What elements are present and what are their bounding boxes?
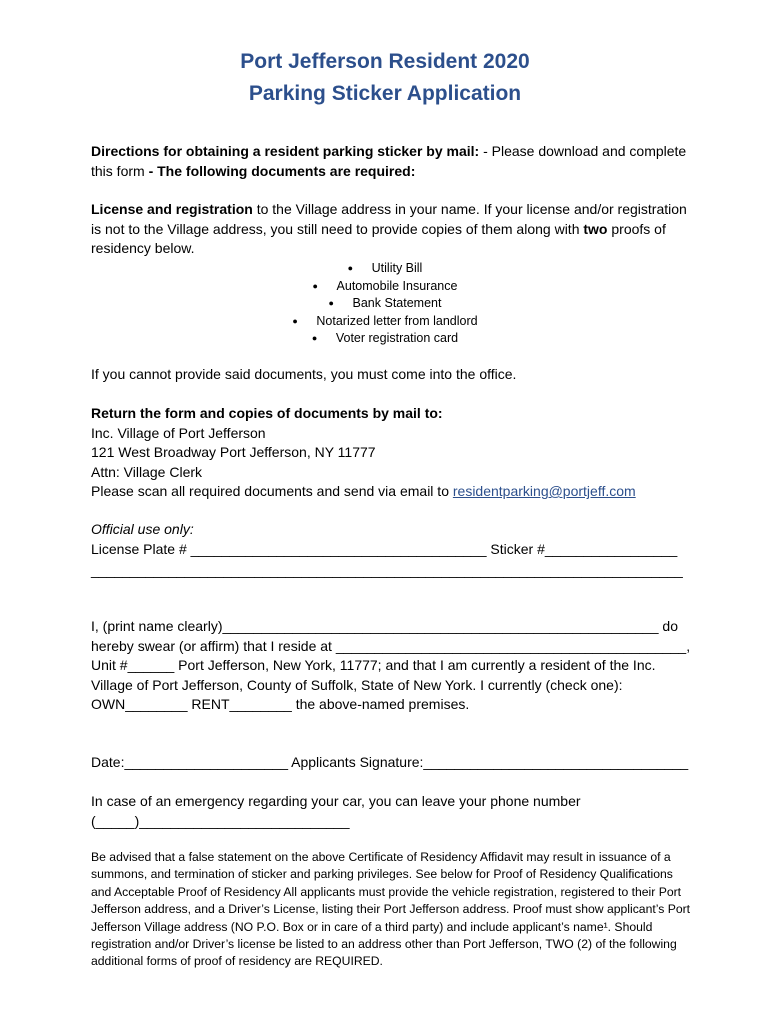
- return-line-2: 121 West Broadway Port Jefferson, NY 11777: [91, 444, 376, 460]
- official-use-block: [91, 520, 691, 581]
- list-item: ● Automobile Insurance: [0, 278, 770, 296]
- signature-field[interactable]: __________________________________: [423, 754, 689, 770]
- list-item: ● Notarized letter from landlord: [0, 313, 770, 331]
- list-item: ● Bank Statement: [0, 295, 770, 313]
- return-line-1: Inc. Village of Port Jefferson: [91, 424, 266, 441]
- directions-heading: Directions for obtaining a resident parking sticker by mail:: [91, 143, 480, 159]
- directions-text: - Please download and complete this form: [91, 143, 687, 179]
- affidavit-line-1: I, (print name clearly)________________________________________________________ do: [91, 618, 678, 634]
- signature-line: Date:_____________________ Applicants Signature:__________________________________: [91, 754, 689, 770]
- proof-list: [0, 260, 770, 348]
- license-paragraph: [91, 200, 691, 259]
- affidavit-line-2: hereby swear (or affirm) that I reside at _____________________________________________,: [91, 637, 691, 654]
- rent-field[interactable]: ________: [229, 696, 292, 712]
- directions-paragraph: [91, 142, 691, 181]
- license-plate-field[interactable]: ______________________________________: [190, 540, 487, 557]
- emergency-block: [91, 792, 691, 831]
- directions-required: - The following documents are required:: [148, 162, 416, 179]
- affidavit-line-5: OWN________ RENT________ the above-named premises.: [91, 696, 470, 712]
- title-line-1: Port Jefferson Resident 2020: [240, 50, 530, 73]
- bullet-icon: ●: [311, 333, 318, 343]
- print-name-field[interactable]: ________________________________________________________: [222, 618, 659, 634]
- affidavit-block: [91, 617, 691, 715]
- unit-field[interactable]: ______: [127, 657, 175, 673]
- title-line-2: Parking Sticker Application: [248, 82, 522, 105]
- bullet-icon: ●: [328, 298, 334, 308]
- address-field[interactable]: _____________________________________________: [335, 637, 687, 654]
- license-text-end: proofs of residency below.: [91, 220, 666, 256]
- own-field[interactable]: ________: [125, 696, 188, 712]
- sticker-number-field[interactable]: _________________: [544, 540, 678, 557]
- license-two: two: [583, 220, 608, 237]
- license-heading: License and registration: [91, 201, 253, 217]
- bullet-icon: ●: [312, 280, 318, 291]
- disclaimer-paragraph: Be advised that a false statement on the above Certificate of Residency Affidavit may result in issuance of a summons, and termination of sticker and parking privileges. See below for Proof of Residency Qualifications and Acceptable Proof of Residency All applicants must provide the vehicle registration, registered to their Port Jefferson address, and a Driver’s License, listing their Port Jefferson address. Proof must show applicant’s Port Jefferson Village address (NO P.O. Box or in care of a third party) and include applicant’s name¹. Should registration and/or Driver’s license be listed to an address other than Port Jefferson, TWO (2) of the following additional forms of proof of residency are REQUIRED.: [91, 850, 691, 969]
- email-link[interactable]: residentparking@portjeff.com: [452, 483, 636, 499]
- bullet-icon: ●: [347, 263, 354, 273]
- license-text: to the Village address in your name. If your license and/or registration is not to the Village address, you still need to provide copies of them along with: [91, 201, 687, 237]
- return-heading: Return the form and copies of documents by mail to:: [91, 405, 443, 421]
- list-item: ● Utility Bill: [0, 260, 770, 278]
- affidavit-line-4: Village of Port Jefferson, County of Suffolk, State of New York. I currently (check one):: [91, 676, 623, 693]
- bullet-icon: ●: [292, 315, 298, 326]
- phone-field[interactable]: (_____)___________________________: [91, 812, 350, 829]
- official-extra-field[interactable]: ____________________________________________________________________________: [91, 562, 683, 578]
- emergency-text: In case of an emergency regarding your car, you can leave your phone number: [91, 793, 581, 809]
- scan-line: Please scan all required documents and send via email to residentparking@portjeff.com: [91, 483, 636, 499]
- date-field[interactable]: _____________________: [124, 754, 288, 770]
- list-item: ● Voter registration card: [0, 330, 770, 348]
- affidavit-line-3: Unit #______ Port Jefferson, New York, 11777; and that I am currently a resident of the Inc.: [91, 657, 656, 673]
- official-use-label: Official use only:: [91, 521, 194, 537]
- plate-line: License Plate # ______________________________________ Sticker #_________________: [91, 540, 678, 557]
- return-address-block: [91, 404, 691, 502]
- office-note: If you cannot provide said documents, you must come into the office.: [91, 366, 517, 382]
- return-line-3: Attn: Village Clerk: [91, 463, 203, 480]
